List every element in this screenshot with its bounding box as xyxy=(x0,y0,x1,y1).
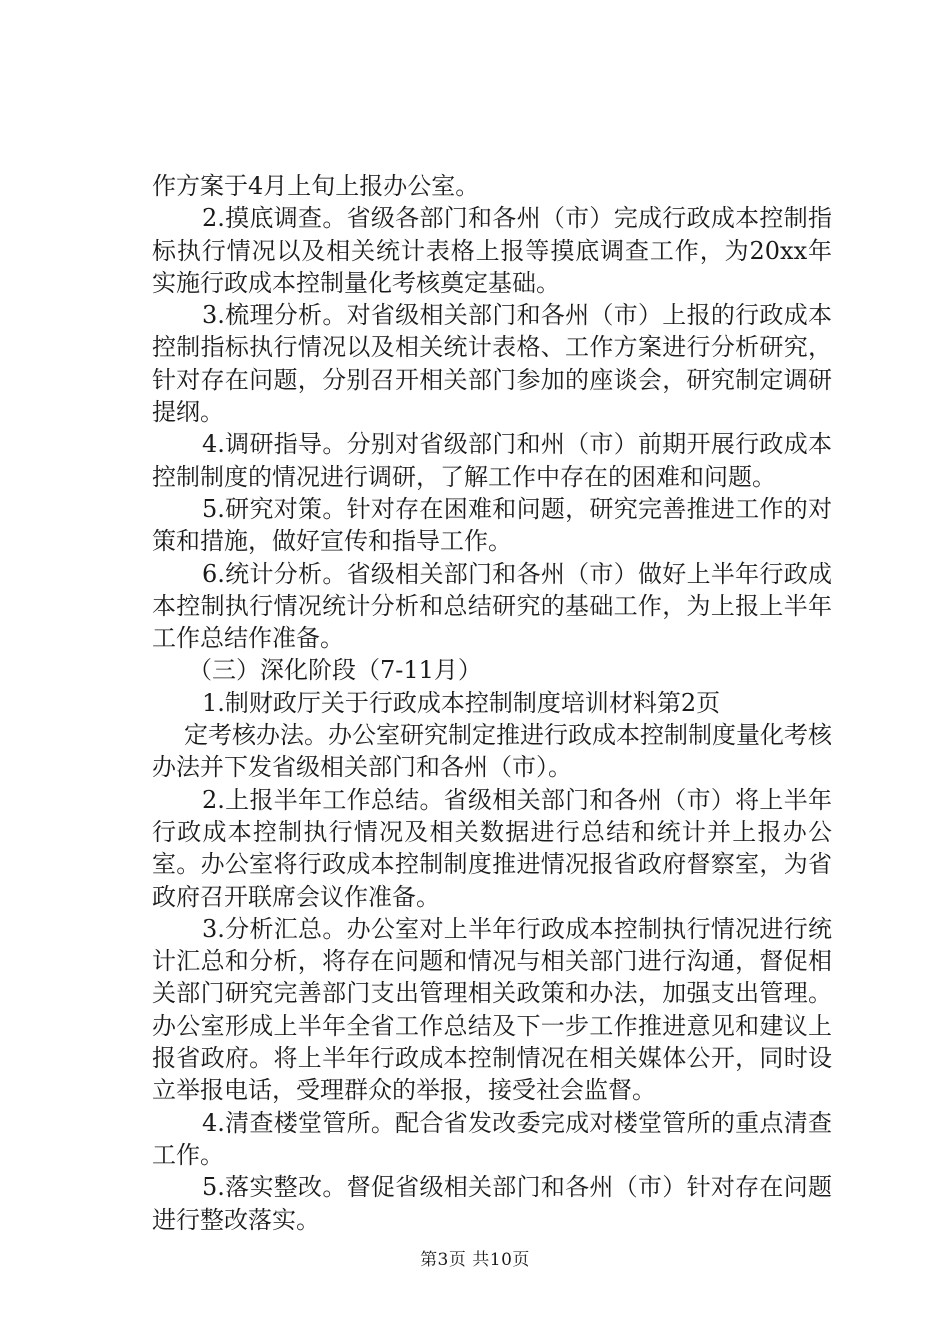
paragraph-assessment-method: 定考核办法。办公室研究制定推进行政成本控制制度量化考核办法并下发省级相关部门和各州（市）。 xyxy=(152,721,832,782)
paragraph-summary-analysis: 3.分析汇总。办公室对上半年行政成本控制执行情况进行统计汇总和分析，将存在问题和情况与相关部门进行沟通，督促相关部门研究完善部门支出管理相关政策和办法，加强支出管理。办公室形成上半年全省工作总结及下一步工作推进意见和建议上报省政府。将上半年行政成本控制情况在相关媒体公开，同时设立举报电话，受理群众的举报，接受社会监督。 xyxy=(152,914,832,1105)
paragraph-rectification: 5.落实整改。督促省级相关部门和各州（市）针对存在问题进行整改落实。 xyxy=(152,1173,832,1234)
paragraph-countermeasures: 5.研究对策。针对存在困难和问题，研究完善推进工作的对策和措施，做好宣传和指导工作。 xyxy=(152,494,832,556)
document-body xyxy=(152,170,832,1236)
paragraph-research-guidance: 4.调研指导。分别对省级部门和州（市）前期开展行政成本控制制度的情况进行调研，了解工作中存在的困难和问题。 xyxy=(152,430,832,491)
page-number-footer: 第3页 共10页 xyxy=(420,1250,530,1270)
paragraph-continuation: 作方案于4月上旬上报办公室。 xyxy=(152,172,480,200)
paragraph-building-inspection: 4.清查楼堂管所。配合省发改委完成对楼堂管所的重点清查工作。 xyxy=(152,1108,832,1169)
section-heading-deepening: （三）深化阶段（7-11月） xyxy=(188,656,482,685)
paragraph-statistics: 6.统计分析。省级相关部门和各州（市）做好上半年行政成本控制执行情况统计分析和总结研究的基础工作，为上报上半年工作总结作准备。 xyxy=(152,559,832,653)
paragraph-formulate: 1.制财政厅关于行政成本控制制度培训材料第2页 xyxy=(202,688,721,717)
paragraph-survey: 2.摸底调查。省级各部门和各州（市）完成行政成本控制指标执行情况以及相关统计表格上报等摸底调查工作，为20xx年实施行政成本控制量化考核奠定基础。 xyxy=(152,204,832,297)
paragraph-analysis: 3.梳理分析。对省级相关部门和各州（市）上报的行政成本控制指标执行情况以及相关统计表格、工作方案进行分析研究，针对存在问题，分别召开相关部门参加的座谈会，研究制定调研提纲。 xyxy=(152,301,832,427)
paragraph-half-year-summary: 2.上报半年工作总结。省级相关部门和各州（市）将上半年行政成本控制执行情况及相关数据进行总结和统计并上报办公室。办公室将行政成本控制制度推进情况报省政府督察室，为省政府召开联席会议作准备。 xyxy=(152,785,832,911)
